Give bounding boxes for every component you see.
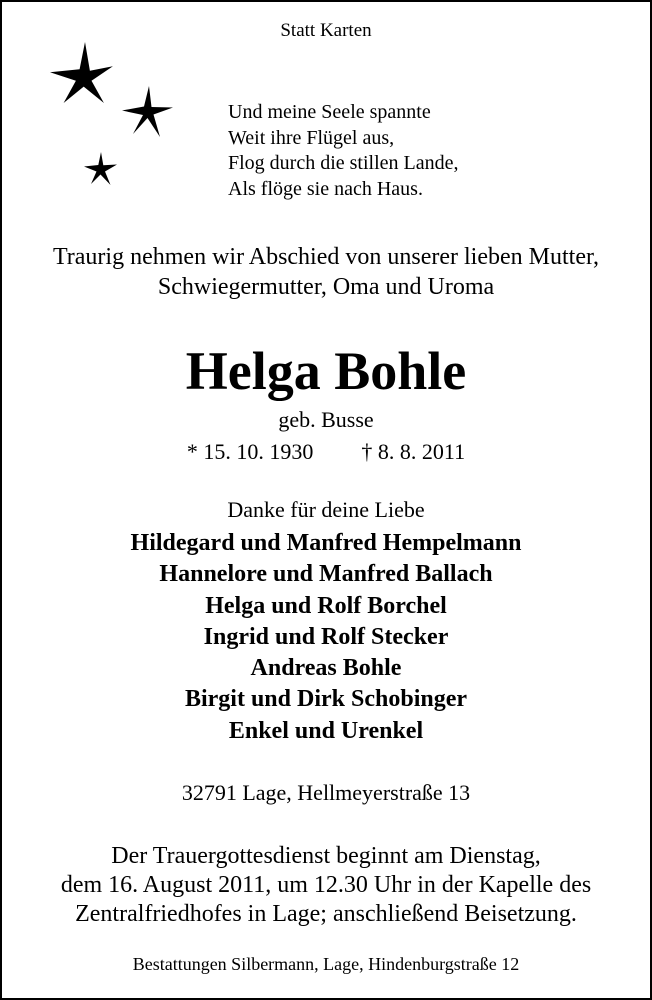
service-line: Zentralfriedhofes in Lage; anschließend Beisetzung. [75, 901, 577, 927]
header-text: Statt Karten [280, 20, 372, 41]
star-icon [50, 42, 120, 112]
deceased-name: Helga Bohle [185, 341, 467, 401]
poem-line: Und meine Seele spannte [228, 101, 431, 123]
thanks-text: Danke für deine Liebe [227, 497, 425, 522]
life-dates [2, 439, 650, 465]
intro-text [2, 242, 650, 302]
mourner-name: Enkel und Urenkel [228, 717, 424, 744]
birth-name: geb. Busse [278, 407, 374, 432]
family-address: 32791 Lage, Hellmeyerstraße 13 [181, 780, 471, 805]
star-icon [84, 152, 118, 186]
intro-line: Traurig nehmen wir Abschied von unserer lieben Mutter, [52, 244, 600, 270]
mourner-name: Birgit und Dirk Schobinger [184, 686, 468, 713]
death-date: † 8. 8. 2011 [361, 439, 466, 464]
poem-line: Flog durch die stillen Lande, [228, 152, 459, 174]
mourner-name: Andreas Bohle [250, 655, 402, 682]
poem-line: Als flöge sie nach Haus. [228, 177, 423, 200]
star-icon [122, 86, 174, 138]
mourner-name: Hildegard und Manfred Hempelmann [130, 530, 522, 556]
service-line: dem 16. August 2011, um 12.30 Uhr in der Kapelle des [60, 872, 592, 898]
poem [228, 100, 459, 202]
mourner-name: Hannelore und Manfred Ballach [159, 561, 493, 588]
mourner-name: Helga und Rolf Borchel [205, 592, 447, 619]
poem-line: Weit ihre Flügel aus, [228, 126, 395, 149]
mourner-name: Ingrid und Rolf Stecker [203, 623, 449, 650]
intro-line: Schwiegermutter, Oma und Uroma [157, 274, 495, 300]
mourners-list [2, 528, 650, 747]
undertaker-text: Bestattungen Silbermann, Lage, Hindenburgstraße 12 [132, 954, 520, 974]
birth-date: * 15. 10. 1930 [186, 439, 314, 464]
service-info [2, 842, 650, 929]
service-line: Der Trauergottesdienst beginnt am Dienstag, [111, 843, 541, 869]
